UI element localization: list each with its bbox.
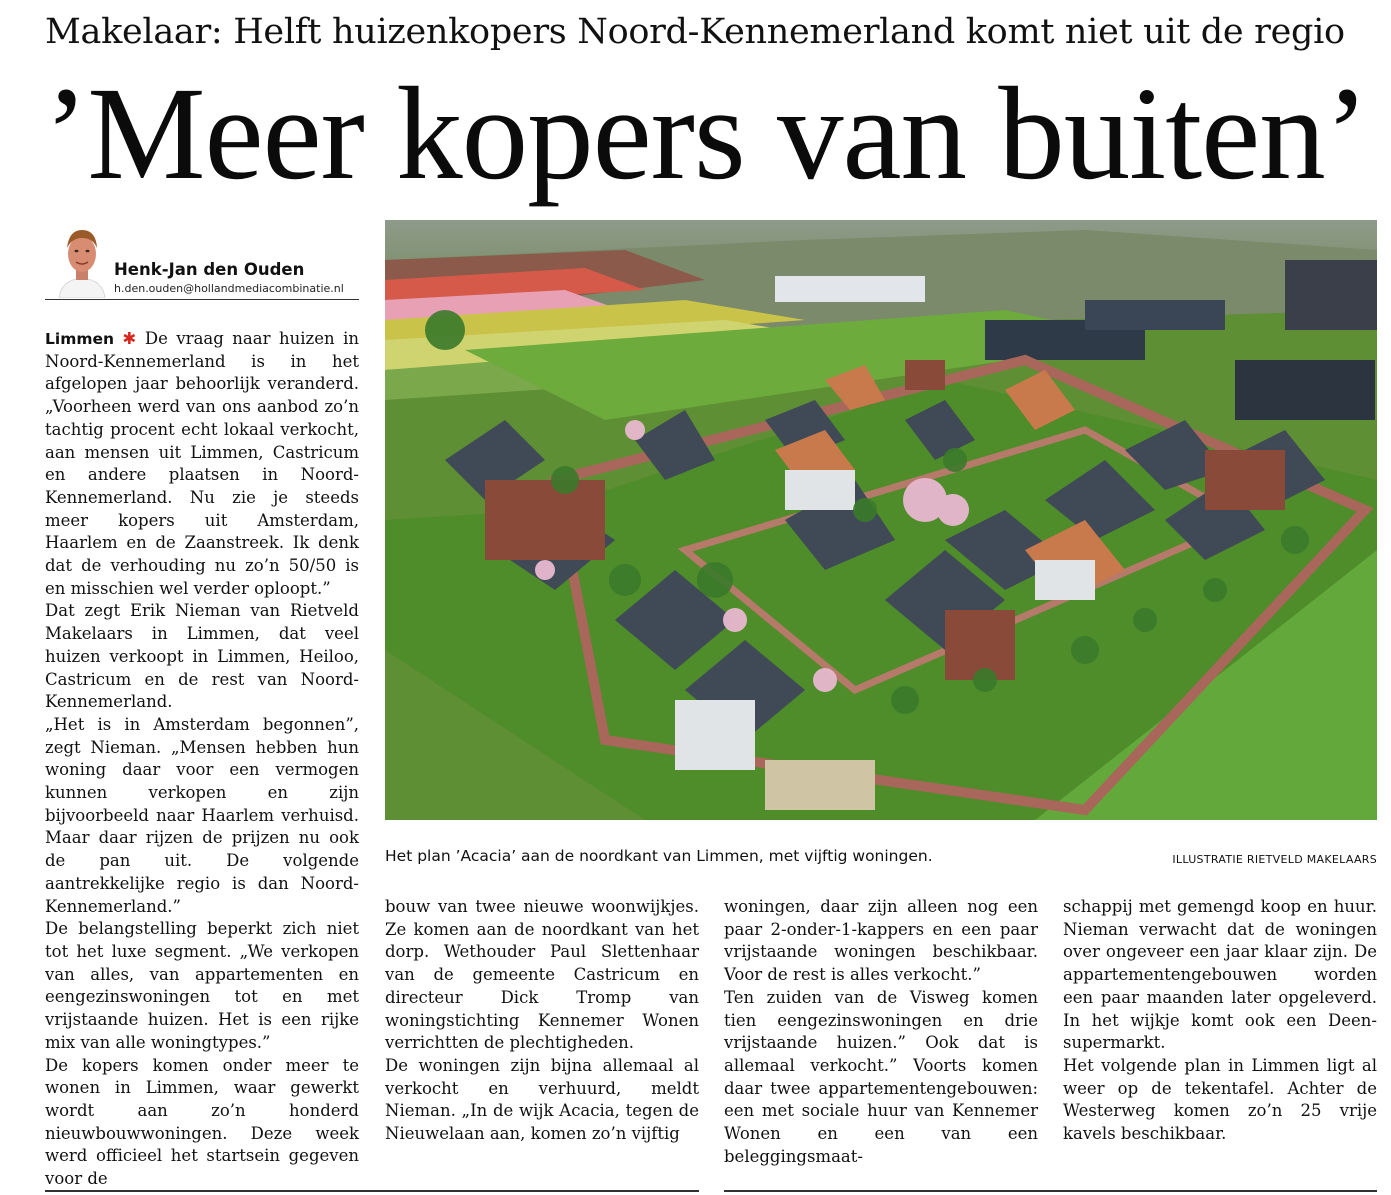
paragraph: schappij met gemengd koop en huur. Nieman verwacht dat de woningen over ongeveer een jaar klaar zijn. De appartementengebouwen worden een paar maanden later opgeleverd. In het wijkje komt ook een Deen-supermarkt. — [1063, 897, 1377, 1053]
paragraph: Het volgende plan in Limmen ligt al weer op de tekentafel. Achter de Westerweg komen zo’n 25 vrije kavels beschikbaar. — [1063, 1055, 1377, 1144]
author-byline — [45, 224, 359, 300]
photo-credit: ILLUSTRATIE RIETVELD MAKELAARS — [1172, 853, 1377, 866]
headline: ’Meer kopers van buiten’ — [44, 59, 1368, 207]
paragraph: De woningen zijn bijna allemaal al verkocht en verhuurd, meldt Nieman. „In de wijk Acacia, tegen de Nieuwelaan aan, komen zo’n vijftig — [385, 1055, 699, 1144]
dateline-star-icon: ✱ — [122, 329, 137, 348]
author-photo — [57, 224, 107, 298]
article-column-4 — [1063, 896, 1377, 1146]
paragraph — [45, 328, 359, 600]
paragraph: woningen, daar zijn alleen nog een paar 2-onder-1-kappers en een paar vrijstaande woningen beschikbaar. Voor de rest is alles verkocht.” — [724, 897, 1038, 985]
kicker: Makelaar: Helft huizenkopers Noord-Kennemerland komt niet uit de regio — [45, 12, 1345, 52]
paragraph: bouw van twee nieuwe woonwijkjes. Ze komen aan de noordkant van het dorp. Wethouder Paul Slettenhaar van de gemeente Castricum en directeur Dick Tromp van woningstichting Kennemer Wonen verrichtten de plechtigheden. — [385, 897, 699, 1053]
paragraph: De belangstelling beperkt zich niet tot het luxe segment. „We verkopen van alles, van appartementen en eengezinswoningen tot en met vrijstaande huizen. Het is een rijke mix van alle woningtypes.” — [45, 919, 359, 1052]
paragraph-text: De vraag naar huizen in Noord-Kennemerland is in het afgelopen jaar behoorlijk veranderd. „Voorheen werd van ons aanbod zo’n tachtig procent echt lokaal verkocht, aan mensen uit Limmen, Castricum en andere plaatsen in Noord-Kennemerland. Nu zie je steeds meer kopers uit Amsterdam, Haarlem en de Zaanstreek. Ik denk dat de verhouding nu zo’n 50/50 is en misschien wel verder oploopt.” — [45, 329, 359, 598]
author-name: Henk-Jan den Ouden — [114, 260, 305, 279]
author-email[interactable]: h.den.ouden@hollandmediacombinatie.nl — [114, 282, 344, 295]
bottom-rule-right — [724, 1190, 1377, 1192]
paragraph: „Het is in Amsterdam begonnen”, zegt Nieman. „Mensen hebben hun woning daar voor een vermogen kunnen verkopen en zijn bijvoorbeeld naar Haarlem verhuisd. Maar daar rijzen de prijzen nu ook de pan uit. De volgende aantrekkelijke regio is dan Noord-Kennemerland.” — [45, 714, 359, 916]
photo-caption: Het plan ’Acacia’ aan de noordkant van Limmen, met vijftig woningen. — [385, 847, 933, 865]
paragraph: De kopers komen onder meer te wonen in Limmen, waar gewerkt wordt aan zo’n honderd nieuwbouwwoningen. Deze week werd officieel het startsein gegeven voor de — [45, 1055, 359, 1189]
article-column-2 — [385, 896, 699, 1146]
article-column-1 — [45, 328, 359, 1191]
dateline: Limmen — [45, 330, 115, 348]
paragraph: Dat zegt Erik Nieman van Rietveld Makelaars in Limmen, dat veel huizen verkoopt in Limmen, Heiloo, Castricum en de rest van Noord-Kennemerland. — [45, 601, 359, 712]
aerial-illustration — [385, 220, 1377, 820]
paragraph: Ten zuiden van de Visweg komen tien eengezinswoningen en drie vrijstaande huizen.” Ook dat is allemaal verkocht.” Voorts komen daar twee appartementengebouwen: een met sociale huur van Kennemer Wonen en een van een beleggingsmaat- — [724, 987, 1038, 1166]
article-photo — [385, 220, 1377, 820]
article-column-3 — [724, 896, 1038, 1168]
bottom-rule-left — [45, 1190, 699, 1192]
